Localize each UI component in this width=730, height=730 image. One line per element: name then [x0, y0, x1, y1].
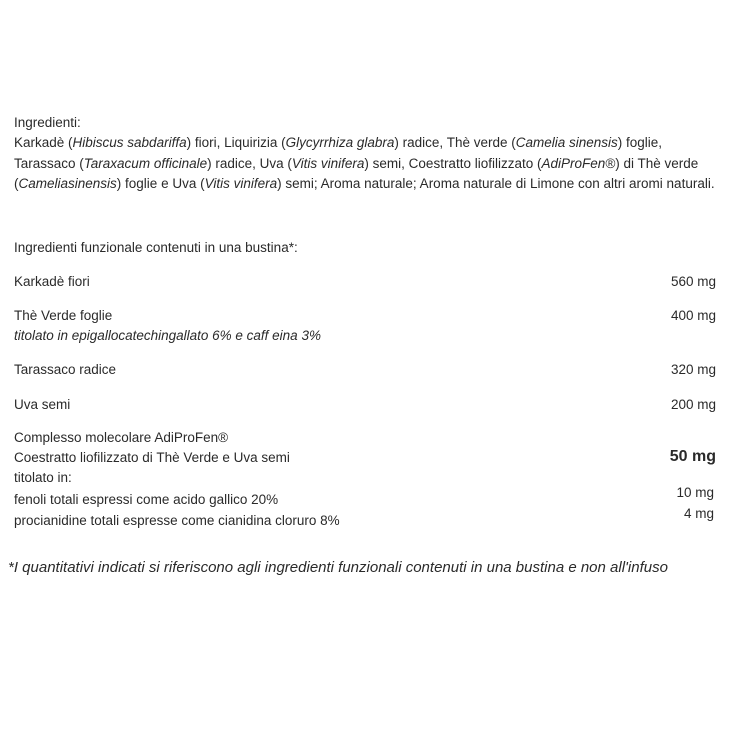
- ingredient-quantity: 200 mg: [670, 397, 716, 412]
- latin-name: AdiProFen®: [541, 155, 616, 171]
- ingredient-text-segment: ) semi, Coestratto liofilizzato (: [364, 155, 542, 171]
- latin-name: Camelia sinensis: [515, 135, 618, 150]
- ingredient-text-segment: ) foglie, Tarassaco (: [14, 135, 663, 171]
- complex-phenols-quantity: 10 mg: [676, 485, 714, 500]
- ingredient-quantity: 560 mg: [670, 274, 716, 289]
- ingredient-text-segment: ) fiori, Liquirizia (: [186, 135, 286, 150]
- ingredients-text: [14, 133, 716, 195]
- complex-quantity: 50 mg: [669, 448, 716, 465]
- ingredients-heading: Ingredienti:: [14, 115, 81, 130]
- latin-name: Glycyrrhiza glabra: [285, 135, 395, 150]
- footnote: *I quantitativi indicati si riferiscono agli ingredienti funzionali contenuti in una bustina e non all'infuso: [8, 559, 668, 576]
- ingredient-text-segment: ) foglie e Uva (: [116, 176, 205, 191]
- green-tea-titration-note: titolato in epigallocatechingallato 6% e caff eina 3%: [14, 328, 321, 343]
- ingredient-name: Tarassaco radice: [14, 362, 117, 377]
- ingredient-quantity: 400 mg: [670, 308, 716, 323]
- latin-name: Hibiscus sabdariffa: [72, 135, 187, 150]
- ingredient-text-segment: ) semi; Aroma naturale; Aroma naturale di Limone con altri aromi naturali.: [277, 176, 715, 191]
- complex-titration-label: titolato in:: [14, 470, 72, 485]
- complex-phenols-line: fenoli totali espressi come acido gallico 20%: [14, 492, 279, 507]
- ingredient-name: Karkadè fiori: [14, 274, 90, 289]
- ingredient-text-segment: ) radice, Uva (: [207, 155, 292, 171]
- ingredient-name: Uva semi: [14, 397, 71, 412]
- complex-procyanidins-quantity: 4 mg: [683, 506, 714, 521]
- latin-name: Taraxacum officinale: [83, 155, 208, 171]
- ingredient-text-segment: ) radice, Thè verde (: [394, 135, 516, 150]
- ingredient-quantity: 320 mg: [670, 362, 716, 377]
- complex-extract-line: Coestratto liofilizzato di Thè Verde e Uva semi: [14, 450, 290, 465]
- ingredient-name: Thè Verde foglie: [14, 308, 113, 323]
- ingredient-text-segment: Karkadè (: [14, 135, 73, 150]
- ingredient-text-segment: ) di Thè verde (: [14, 155, 699, 191]
- complex-procyanidins-line: procianidine totali espresse come cianidina cloruro 8%: [14, 513, 340, 528]
- latin-name: Cameliasinensis: [18, 176, 117, 191]
- complex-title: Complesso molecolare AdiProFen®: [14, 430, 229, 445]
- latin-name: Vitis vinifera: [204, 176, 278, 191]
- functional-ingredients-heading: Ingredienti funzionale contenuti in una bustina*:: [14, 240, 298, 255]
- latin-name: Vitis vinifera: [291, 155, 365, 171]
